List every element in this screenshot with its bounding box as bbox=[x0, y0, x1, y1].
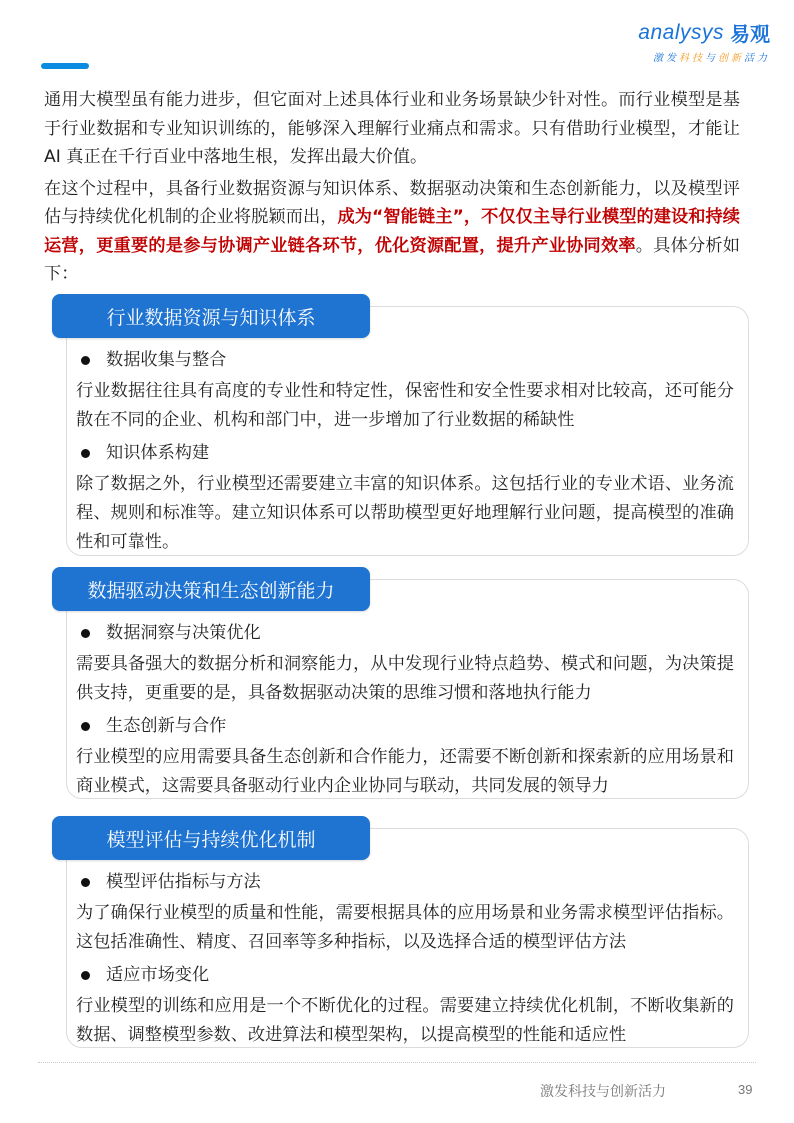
intro-paragraph-1: 通用大模型虽有能力进步，但它面对上述具体行业和业务场景缺少针对性。而行业模型是基于行业数据和专业知识训练的，能够深入理解行业痛点和需求。只有借助行业模型，才能让 AI 真正在千行百业中落地生根，发挥出最大价值。 bbox=[44, 90, 740, 167]
logo-wordmark: analysys bbox=[638, 20, 724, 44]
section-title: 数据驱动决策和生态创新能力 bbox=[52, 567, 370, 611]
bullet-dot-icon bbox=[81, 629, 90, 638]
bullet-heading: 数据洞察与决策优化 bbox=[76, 618, 734, 648]
page-number: 39 bbox=[738, 1082, 753, 1097]
bullet-heading: 模型评估指标与方法 bbox=[76, 867, 734, 897]
section-title: 模型评估与持续优化机制 bbox=[52, 816, 370, 860]
bullet-dot-icon bbox=[81, 971, 90, 980]
logo-chinese: 易观 bbox=[730, 22, 770, 46]
bullet-heading: 数据收集与整合 bbox=[76, 345, 734, 375]
section-card bbox=[66, 828, 749, 1048]
bullet-text: 为了确保行业模型的质量和性能，需要根据具体的应用场景和业务需求模型评估指标。这包括准确性、精度、召回率等多种指标，以及选择合适的模型评估方法 bbox=[76, 903, 734, 952]
highlighted-text: 成为“智能链主”，不仅仅主导行业模型的建设和持续运营，更重要的是参与协调产业链各环节，优化资源配置，提升产业协同效率 bbox=[44, 207, 740, 256]
bullet-heading: 知识体系构建 bbox=[76, 438, 734, 468]
section-card bbox=[66, 579, 749, 799]
footer-slogan: 激发科技与创新活力 bbox=[540, 1084, 666, 1100]
accent-bar bbox=[41, 63, 89, 69]
bullet-dot-icon bbox=[81, 449, 90, 458]
bullet-text: 行业数据往往具有高度的专业性和特定性，保密性和安全性要求相对比较高，还可能分散在不同的企业、机构和部门中，进一步增加了行业数据的稀缺性 bbox=[76, 381, 734, 430]
bullet-heading: 适应市场变化 bbox=[76, 960, 734, 990]
bullet-text: 行业模型的应用需要具备生态创新和合作能力，还需要不断创新和探索新的应用场景和商业模式，这需要具备驱动行业内企业协同与联动，共同发展的领导力 bbox=[76, 747, 734, 796]
intro-text bbox=[44, 86, 740, 292]
bullet-text: 行业模型的训练和应用是一个不断优化的过程。需要建立持续优化机制，不断收集新的数据、调整模型参数、改进算法和模型架构，以提高模型的性能和适应性 bbox=[76, 996, 734, 1045]
bullet-dot-icon bbox=[81, 722, 90, 731]
bullet-text: 需要具备强大的数据分析和洞察能力，从中发现行业特点趋势、模式和问题，为决策提供支持，更重要的是，具备数据驱动决策的思维习惯和落地执行能力 bbox=[76, 654, 734, 703]
bullet-dot-icon bbox=[81, 356, 90, 365]
bullet-text: 除了数据之外，行业模型还需要建立丰富的知识体系。这包括行业的专业术语、业务流程、规则和标准等。建立知识体系可以帮助模型更好地理解行业问题，提高模型的准确性和可靠性。 bbox=[76, 474, 734, 552]
bullet-heading: 生态创新与合作 bbox=[76, 711, 734, 741]
intro-paragraph-2: 在这个过程中，具备行业数据资源与知识体系、数据驱动决策和生态创新能力，以及模型评估与持续优化机制的企业将脱颖而出，成为“智能链主”，不仅仅主导行业模型的建设和持续运营，更重要的是参与协调产业链各环节，优化资源配置，提升产业协同效率。具体分析如下： bbox=[44, 178, 740, 284]
section-card bbox=[66, 306, 749, 556]
section-title: 行业数据资源与知识体系 bbox=[52, 294, 370, 338]
bullet-dot-icon bbox=[81, 878, 90, 887]
brand-logo bbox=[638, 18, 770, 64]
logo-slogan: 激发科技与创新活力 bbox=[653, 53, 770, 64]
footer-divider bbox=[38, 1062, 756, 1063]
